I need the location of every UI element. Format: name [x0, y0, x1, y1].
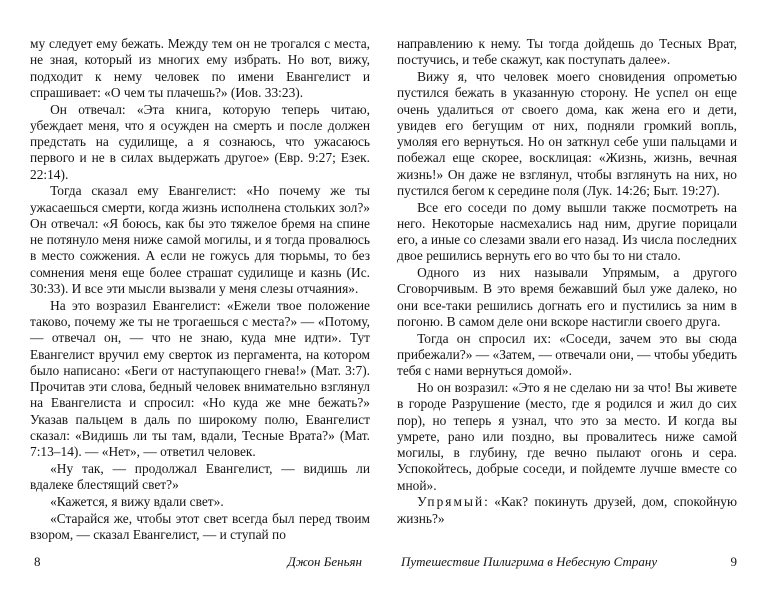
running-title: Джон Беньян — [287, 554, 362, 569]
right-page-footer — [397, 553, 737, 571]
paragraph: му следует ему бежать. Между тем он не трогался с места, не зная, который из многих ему избрать. Но вот, вижу, подходит к нему человек по имени Евангелист и спрашивает: «О чем ты плачешь?» (Иов. 33:23). — [30, 36, 370, 100]
paragraph: Одного из них называли Упрямым, а другого Сговорчивым. В это время бежавший был уже далеко, но они все-таки решились догнать его и пустились за ним в погоню. В самом деле они вскоре настигли своего друга. — [397, 265, 737, 330]
paragraph: Тогда сказал ему Евангелист: «Но почему же ты ужасаешься смерти, когда жизнь исполнена стольких зол?» Он отвечал: «Я боюсь, как бы это тяжелое бремя на спине не потянуло меня ниже самой могилы, и я тогда провалюсь в место сожжения. А если не гожусь для тюрьмы, то без сомнения меня еще более страшат судилище и казнь (Ис. 30:33). И все эти мысли вызвали у меня слезы отчаяния». — [30, 183, 370, 296]
speaker-name: Упрямый — [417, 494, 485, 510]
left-page-text — [30, 36, 370, 544]
paragraph: направлению к нему. Ты тогда дойдешь до Тесных Врат, постучись, и тебе скажут, как поступать далее». — [397, 36, 737, 68]
paragraph: Он отвечал: «Эта книга, которую теперь читаю, убеждает меня, что я осужден на смерть и после должен предстать на судилище, а я сознаюсь, что ужасаюсь первого и не в силах выдержать другое» (Евр. 9:27; Езек. 22:14). — [30, 101, 370, 182]
paragraph: Тогда он спросил их: «Соседи, зачем это вы сюда прибежали?» — «Затем, — отвечали они, — чтобы убедить тебя с нами вернуться домой». — [397, 330, 737, 379]
paragraph: На это возразил Евангелист: «Ежели твое положение таково, почему же ты не трогаешься с места?» — «Потому, — отвечал он, — что не знаю, куда мне идти». Тут Евангелист вручил ему сверток из пергамента, на котором было написано: «Беги от наступающего гнева!» (Мат. 3:7). Прочитав эти слова, бедный человек внимательно взглянул на Евангелиста и спросил: «Но куда же мне бежать?» Указав пальцем в даль по широкому полю, Евангелист сказал: «Видишь ли ты там, вдали, Тесные Врата?» (Мат. 7:13–14). — «Нет», — ответил человек. — [30, 297, 370, 460]
left-page — [30, 0, 370, 600]
right-page — [397, 0, 737, 600]
paragraph: «Старайся же, чтобы этот свет всегда был перед твоим взором, — сказал Евангелист, — и ступай по — [30, 510, 370, 542]
speaker-text: : «Как? покинуть друзей, дом, спокойную жизнь?» — [397, 494, 737, 526]
paragraph: «Ну так, — продолжал Евангелист, — видишь ли вдалеке блестящий свет?» — [30, 460, 370, 493]
page-number: 8 — [34, 554, 41, 569]
dialogue-paragraph — [397, 494, 737, 527]
paragraph: Но он возразил: «Это я не сделаю ни за что! Вы живете в городе Разрушение (место, где я родился и жил до сих пор), но теперь я узнал, что это за место. И когда вы умрете, рано или поздно, вы провалитесь ниже самой могилы, в глубину, где вечно пылают огонь и сера. Успокойтесь, добрые соседи, и пойдемте лучше вместе со мной». — [397, 380, 737, 493]
left-page-footer — [30, 553, 370, 571]
page-number: 9 — [730, 554, 737, 569]
right-page-text — [397, 36, 737, 527]
paragraph: «Кажется, я вижу вдали свет». — [50, 493, 224, 509]
paragraph: Все его соседи по дому вышли также посмотреть на него. Некоторые насмехались над ним, другие порицали его, а иные со слезами звали его назад. Из числа последних двое решились вернуть его во что бы то ни стало. — [397, 199, 737, 264]
paragraph: Вижу я, что человек моего сновидения опрометью пустился бежать в указанную сторону. Не успел он еще очень удалиться от своего дома, как жена его и дети, увидев его бегущим от них, подняли громкий вопль, умоляя его вернуться. Но он заткнул себе уши пальцами и побежал еще скорее, восклицая: «Жизнь, жизнь, вечная жизнь!» Он даже не взглянул, чтобы взглянуть на них, но пустился бегом к середине поля (Лук. 14:26; Быт. 19:27). — [397, 69, 737, 198]
running-title: Путешествие Пилигрима в Небесную Страну — [401, 554, 658, 569]
